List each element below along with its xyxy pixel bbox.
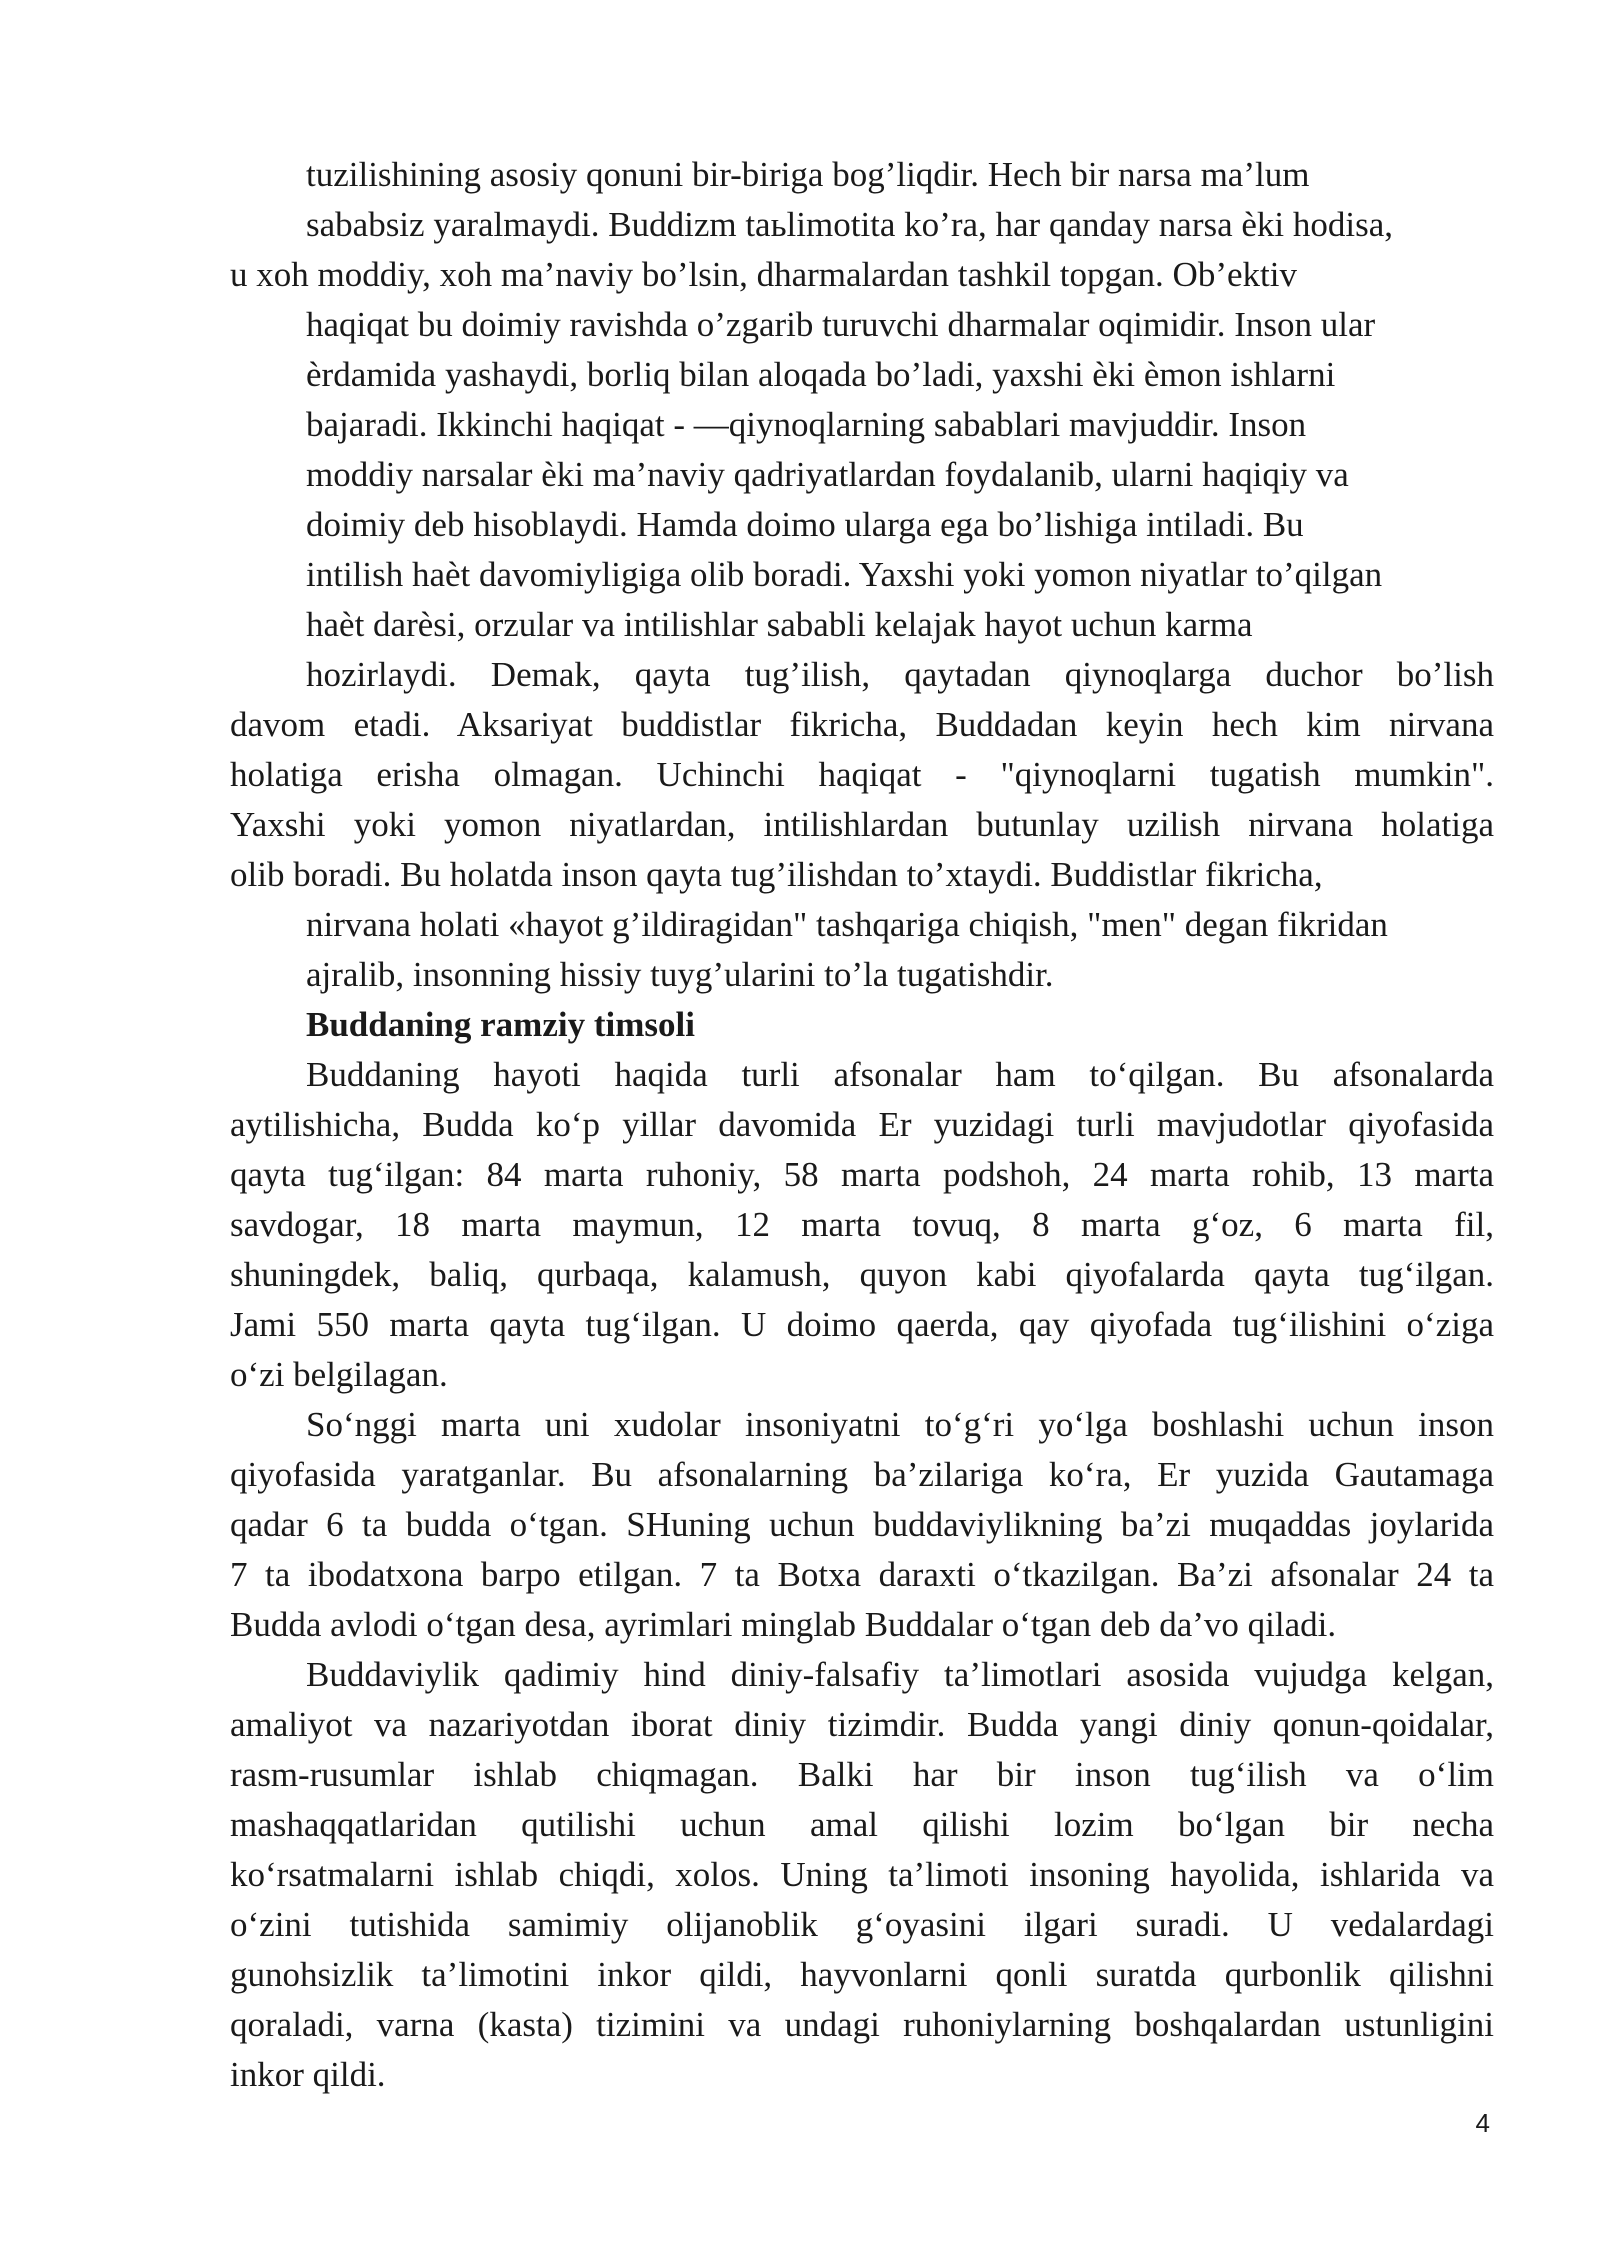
section-heading: Buddaning ramziy timsoli bbox=[306, 1005, 695, 1044]
text-line: bajaradi. Ikkinchi haqiqat - ―qiynoqlarning sabablari mavjuddir. Inson bbox=[306, 405, 1307, 444]
text-line: qayta tug‘ilgan: 84 marta ruhoniy, 58 marta podshoh, 24 marta rohib, 13 marta bbox=[230, 1155, 1494, 1194]
body-text bbox=[230, 150, 1494, 2100]
text-line: Budda avlodi o‘tgan desa, ayrimlari minglab Buddalar o‘tgan deb da’vo qiladi. bbox=[230, 1605, 1337, 1644]
text-line: èrdamida yashaydi, borliq bilan aloqada bo’ladi, yaxshi èki èmon ishlarni bbox=[306, 355, 1336, 394]
text-line: So‘nggi marta uni xudolar insoniyatni to‘g‘ri yo‘lga boshlashi uchun inson bbox=[306, 1405, 1494, 1444]
text-line: Buddaviylik qadimiy hind diniy-falsafiy ta’limotlari asosida vujudga kelgan, bbox=[306, 1655, 1494, 1694]
text-line: Buddaning hayoti haqida turli afsonalar ham to‘qilgan. Bu afsonalarda bbox=[306, 1055, 1494, 1094]
text-line: u xoh moddiy, xoh ma’naviy bo’lsin, dharmalardan tashkil topgan. Ob’ektiv bbox=[230, 255, 1297, 294]
text-line: haèt darèsi, orzular va intilishlar sababli kelajak hayot uchun karma bbox=[306, 605, 1253, 644]
text-line: rasm-rusumlar ishlab chiqmagan. Balki har bir inson tug‘ilish va o‘lim bbox=[230, 1755, 1494, 1794]
text-line: holatiga erisha olmagan. Uchinchi haqiqat - "qiynoqlarni tugatish mumkin". bbox=[230, 755, 1494, 794]
text-line: savdogar, 18 marta maymun, 12 marta tovuq, 8 marta g‘oz, 6 marta fil, bbox=[230, 1205, 1494, 1244]
page-number: 4 bbox=[1475, 2108, 1490, 2138]
text-line: olib boradi. Bu holatda inson qayta tug’ilishdan to’xtaydi. Buddistlar fikricha, bbox=[230, 855, 1323, 894]
text-line: o‘zini tutishida samimiy olijanoblik g‘oyasini ilgari suradi. U vedalardagi bbox=[230, 1905, 1494, 1944]
text-line: hozirlaydi. Demak, qayta tug’ilish, qaytadan qiynoqlarga duchor bo’lish bbox=[306, 655, 1494, 694]
text-line: davom etadi. Aksariyat buddistlar fikricha, Buddadan keyin hech kim nirvana bbox=[230, 705, 1494, 744]
text-line: qiyofasida yaratganlar. Bu afsonalarning ba’zilariga ko‘ra, Er yuzida Gautamaga bbox=[230, 1455, 1494, 1494]
text-line: qadar 6 ta budda o‘tgan. SHuning uchun buddaviylikning ba’zi muqaddas joylarida bbox=[230, 1505, 1494, 1544]
text-line: tuzilishining asosiy qonuni bir-biriga bog’liqdir. Hech bir narsa ma’lum bbox=[306, 155, 1310, 194]
text-line: doimiy deb hisoblaydi. Hamda doimo ularga ega bo’lishiga intiladi. Bu bbox=[306, 505, 1304, 544]
text-line: sababsiz yaralmaydi. Buddizm taьlimotita ko’ra, har qanday narsa èki hodisa, bbox=[306, 205, 1394, 244]
text-line: moddiy narsalar èki ma’naviy qadriyatlardan foydalanib, ularni haqiqiy va bbox=[306, 455, 1349, 494]
text-line: ko‘rsatmalarni ishlab chiqdi, xolos. Uning ta’limoti insoning hayolida, ishlarida va bbox=[230, 1855, 1494, 1894]
text-line: o‘zi belgilagan. bbox=[230, 1355, 448, 1394]
text-line: Jami 550 marta qayta tug‘ilgan. U doimo qaerda, qay qiyofada tug‘ilishini o‘ziga bbox=[230, 1305, 1494, 1344]
text-line: gunohsizlik ta’limotini inkor qildi, hayvonlarni qonli suratda qurbonlik qilishni bbox=[230, 1955, 1494, 1994]
text-line: shuningdek, baliq, qurbaqa, kalamush, quyon kabi qiyofalarda qayta tug‘ilgan. bbox=[230, 1255, 1494, 1294]
text-line: Yaxshi yoki yomon niyatlardan, intilishlardan butunlay uzilish nirvana holatiga bbox=[230, 805, 1494, 844]
text-line: intilish haèt davomiyligiga olib boradi. Yaxshi yoki yomon niyatlar to’qilgan bbox=[306, 555, 1383, 594]
text-line: aytilishicha, Budda ko‘p yillar davomida Er yuzidagi turli mavjudotlar qiyofasida bbox=[230, 1105, 1494, 1144]
text-line: inkor qildi. bbox=[230, 2055, 386, 2094]
text-line: ajralib, insonning hissiy tuyg’ularini to’la tugatishdir. bbox=[306, 955, 1054, 994]
text-line: mashaqqatlaridan qutilishi uchun amal qilishi lozim bo‘lgan bir necha bbox=[230, 1805, 1494, 1844]
text-line: nirvana holati «hayot g’ildiragidan" tashqariga chiqish, "men" degan fikridan bbox=[306, 905, 1388, 944]
text-line: haqiqat bu doimiy ravishda o’zgarib turuvchi dharmalar oqimidir. Inson ular bbox=[306, 305, 1376, 344]
text-line: amaliyot va nazariyotdan iborat diniy tizimdir. Budda yangi diniy qonun-qoidalar, bbox=[230, 1705, 1494, 1744]
text-line: 7 ta ibodatxona barpo etilgan. 7 ta Botxa daraxti o‘tkazilgan. Ba’zi afsonalar 24 ta bbox=[230, 1555, 1494, 1594]
text-line: qoraladi, varna (kasta) tizimini va undagi ruhoniylarning boshqalardan ustunligini bbox=[230, 2005, 1494, 2044]
